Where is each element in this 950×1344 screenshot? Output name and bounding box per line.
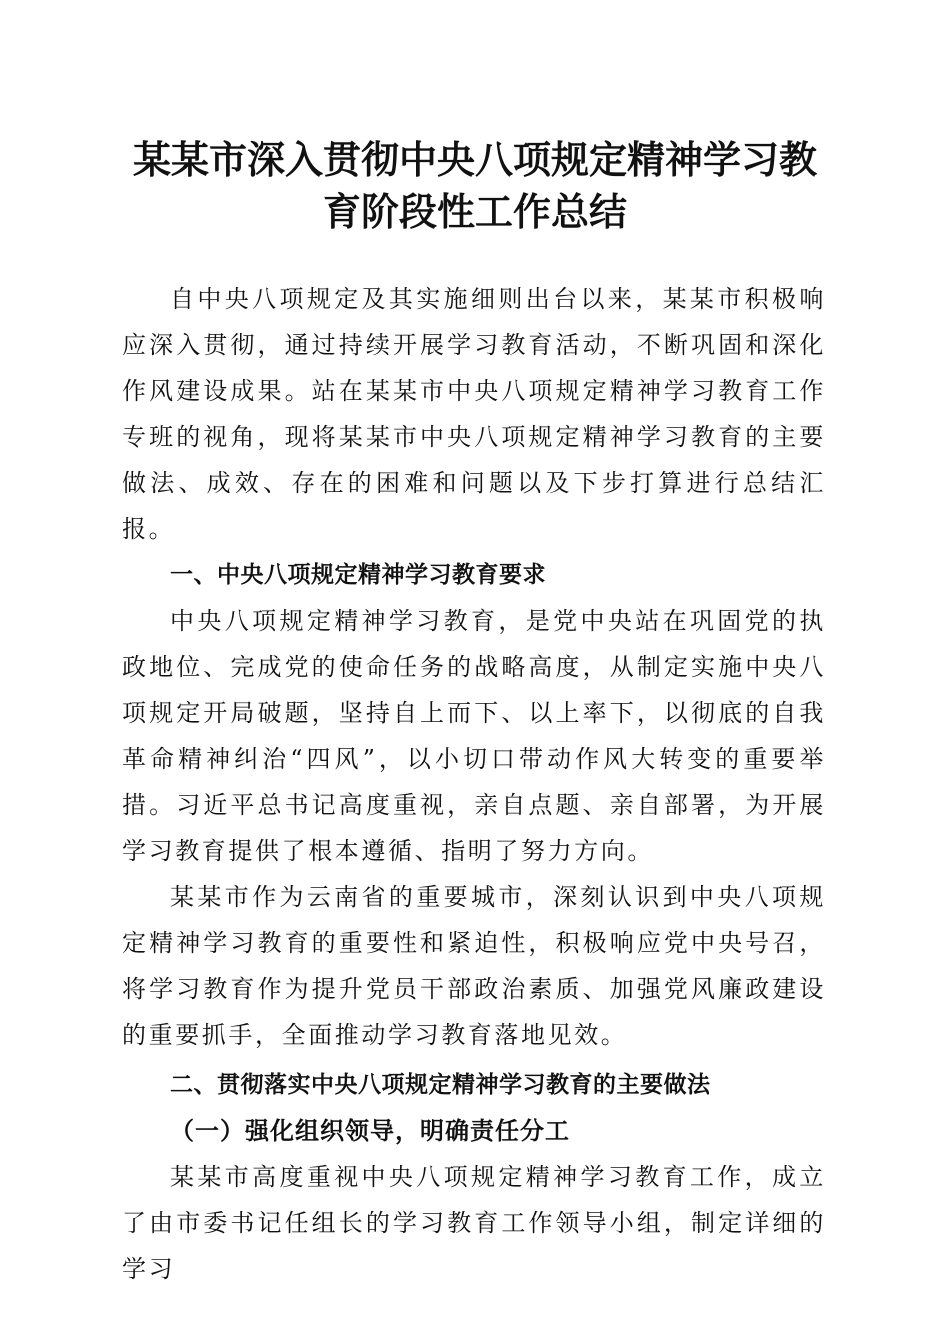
section-heading-1: 一、中央八项规定精神学习教育要求 (170, 562, 546, 588)
subsection-heading-2-1: （一）强化组织领导，明确责任分工 (170, 1116, 570, 1145)
document-title: 某某市深入贯彻中央八项规定精神学习教育阶段性工作总结 (132, 137, 817, 234)
document-body (122, 276, 826, 1292)
paragraph-section-1b: 某某市作为云南省的重要城市，深刻认识到中央八项规定精神学习教育的重要性和紧迫性，积极响应党中央号召，将学习教育作为提升党员干部政治素质、加强党风廉政建设的重要抓手，全面推动学习教育落地见效。 (122, 883, 826, 1049)
paragraph-section-2-1: 某某市高度重视中央八项规定精神学习教育工作，成立了由市委书记任组长的学习教育工作领导小组，制定详细的学习 (122, 1163, 826, 1283)
paragraph-intro: 自中央八项规定及其实施细则出台以来，某某市积极响应深入贯彻，通过持续开展学习教育活动，不断巩固和深化作风建设成果。站在某某市中央八项规定精神学习教育工作专班的视角，现将某某市中央八项规定精神学习教育的主要做法、成效、存在的困难和问题以及下步打算进行总结汇报。 (122, 285, 826, 543)
paragraph-section-1a: 中央八项规定精神学习教育，是党中央站在巩固党的执政地位、完成党的使命任务的战略高度，从制定实施中央八项规定开局破题，坚持自上而下、以上率下，以彻底的自我革命精神纠治“四风”，以小切口带动作风大转变的重要举措。习近平总书记高度重视，亲自点题、亲自部署，为开展学习教育提供了根本遵循、指明了努力方向。 (122, 607, 826, 865)
section-heading-2: 二、贯彻落实中央八项规定精神学习教育的主要做法 (170, 1072, 711, 1098)
